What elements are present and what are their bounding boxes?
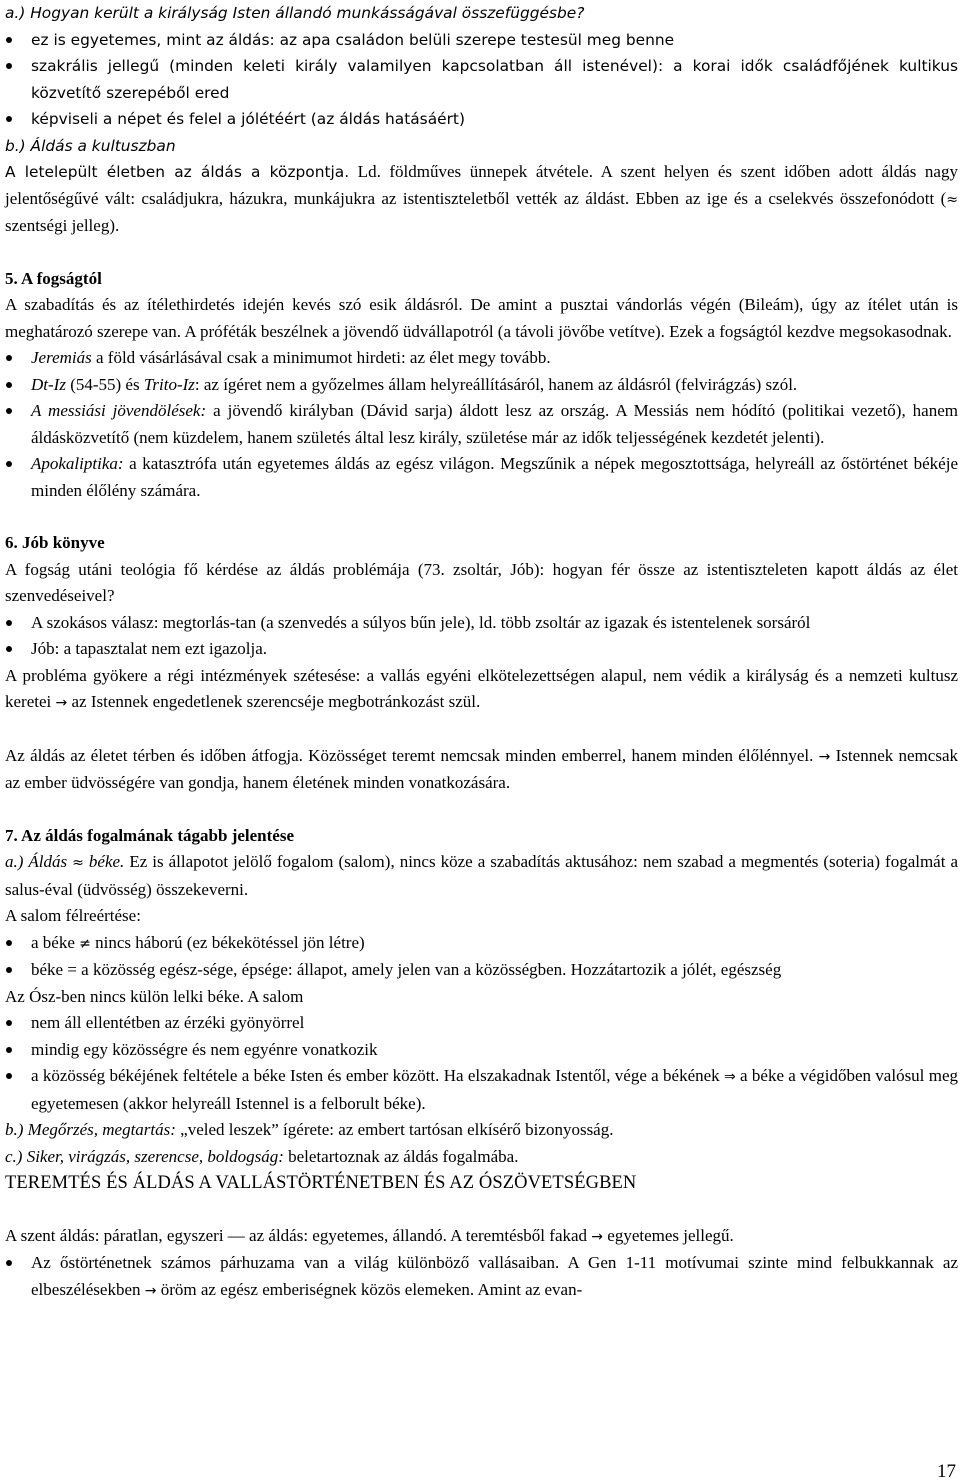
italic-term: Jeremiás [31, 348, 92, 367]
section-b-paragraph [5, 159, 958, 240]
section-5-heading: 5. A fogságtól [5, 268, 102, 288]
paragraph-text: Az áldás az életet térben és időben átfogja. Közösséget teremt nemcsak minden emberrel, hanem minden élőlénnyel. [5, 745, 819, 765]
list-item: szakrális jellegű (minden keleti király valamilyen kapcsolatban áll istenével): a korai idők családfőjének kultikus közvetítő szerepéből ered [5, 53, 958, 106]
list-item-text: (54-55) és [65, 374, 144, 394]
list-item-text: öröm az egész emberiségnek közös elemeken. Amint az evan- [156, 1279, 583, 1299]
section-6-heading: 6. Jób könyve [5, 533, 105, 552]
list-item: mindig egy közösségre és nem egyénre vonatkozik [5, 1037, 958, 1064]
italic-term: A messiási jövendölések: [31, 401, 207, 420]
list-item [5, 1250, 958, 1304]
list-item: nem áll ellentétben az érzéki gyönyörrel [5, 1010, 958, 1037]
spacer [5, 240, 958, 266]
list-item-text: a béke a végidőben valósul meg egyetemesen (akkor helyreáll Istennel is a felborult béke). [31, 1066, 958, 1113]
list-item [5, 372, 958, 399]
section-6-paragraph-3 [5, 743, 958, 797]
paragraph-text: az Istennek engedetlenek szerencséje megbotránkozást szül. [67, 692, 481, 711]
salom-label: A salom félreértése: [5, 906, 141, 925]
arrow-right-icon: → [818, 748, 831, 765]
implies-arrow-icon: ⇒ [724, 1069, 736, 1085]
document-page [5, 0, 958, 1304]
spacer [5, 717, 958, 743]
paragraph-text: Ld. földműves ünnepek átvétele. A szent helyen és szent időben adott áldás nagy jelentőségűvé vált: családjukra, házukra, munkájukra az istentiszteletből vették az áldást. Ebben az ige és a cselekvés összefonódott ( [5, 162, 958, 208]
list-item [5, 1063, 958, 1117]
paragraph-text: Ez is állapotot jelölő fogalom (salom), nincs köze a szabadítás aktusához: nem szabad a megmentés (soteria) fogalmát a salus-éval (üdvösség) összekeverni. [5, 852, 959, 899]
italic-term: Apokaliptika: [31, 454, 124, 473]
section-5-list [5, 345, 958, 504]
spacer [5, 797, 958, 823]
list-item: A szokásos válasz: megtorlás-tan (a szenvedés a súlyos bűn jele), ld. több zsoltár az igazak és istentelenek sorsáról [5, 610, 958, 637]
list-item-text: a föld vásárlásával csak a minimumot hirdeti: az élet megy tovább. [91, 348, 551, 367]
not-equal-symbol: ≠ [79, 935, 91, 952]
list-item [5, 398, 958, 451]
italic-term: Dt-Iz [31, 374, 66, 394]
list-item [5, 451, 958, 504]
approx-symbol: ≈ [946, 191, 958, 208]
paragraph-text: egyetemes jellegű. [603, 1225, 734, 1245]
list-item [5, 930, 958, 958]
section-7c-paragraph [5, 1144, 958, 1171]
spacer [5, 504, 958, 530]
approx-symbol: ≈ [72, 855, 84, 871]
chapter-heading: TEREMTÉS ÉS ÁLDÁS A VALLÁSTÖRTÉNETBEN ÉS AZ ÓSZÖVETSÉGBEN [5, 1173, 637, 1193]
section-6-list [5, 610, 958, 663]
list-item: képviseli a népet és felel a jólétéért (az áldás hatásáért) [5, 106, 958, 133]
section-7b-paragraph [5, 1117, 958, 1144]
section-7-list-2 [5, 1010, 958, 1117]
italic-term: b.) Megőrzés, megtartás: [5, 1120, 176, 1139]
section-5-paragraph: A szabadítás és az ítélethirdetés idején kevés szó esik áldásról. De amint a pusztai vándorlás végén (Bileám), úgy az ítélet után is meghatározó szerepe van. A próféták beszélnek a jövendő üdvállapotról (a távoli jövőbe vetítve). Ezek a fogságtól kezdve megsokasodnak. [5, 295, 958, 341]
list-item: Jób: a tapasztalat nem ezt igazolja. [5, 636, 958, 663]
section-a-heading: a.) Hogyan került a királyság Isten állandó munkásságával összefüggésbe? [5, 4, 585, 22]
section-6-paragraph: A fogság utáni teológia fő kérdése az áldás problémája (73. zsoltár, Jób): hogyan fér össze az istentiszteleten kapott áldás az élet szenvedéseivel? [5, 559, 958, 605]
section-6-paragraph-2 [5, 663, 958, 717]
list-item-text: a jövendő királyban (Dávid sarja) áldott lesz az ország. A Messiás nem hódító (politikai vezető), hanem áldásközvetítő (nem küzdelem, hanem születés által lesz király, születése már az idők teljességének kezdetét jelenti). [31, 401, 958, 447]
list-item: béke = a közösség egész-sége, épsége: állapot, amely jelen van a közösségben. Hozzátartozik a jólét, egészség [5, 957, 958, 984]
section-7a-paragraph [5, 849, 958, 903]
section-b-heading: b.) Áldás a kultuszban [5, 136, 176, 155]
page-number: 17 [937, 1461, 956, 1482]
list-item-text: nincs háború (ez békekötéssel jön létre) [90, 932, 365, 952]
paragraph-text: „veled leszek” ígérete: az embert tartósan elkísérő bizonyosság. [175, 1120, 614, 1139]
italic-term: c.) Siker, virágzás, szerencse, boldogság: [5, 1146, 284, 1166]
arrow-right-icon: → [591, 1228, 604, 1245]
paragraph-text: A probléma gyökere a régi intézmények szétesése: a vallás egyéni elkötelezettségen alapul, nem védik a királyság és a nemzeti kultusz keretei [5, 665, 958, 711]
paragraph-text: Istennek nemcsak az ember üdvösségére van gondja, hanem életének minden vonatkozására. [5, 745, 958, 792]
italic-term: Trito-Iz [143, 374, 195, 394]
spacer [5, 1197, 958, 1223]
section-a-list [5, 27, 958, 133]
closing-paragraph [5, 1223, 958, 1251]
osz-paragraph: Az Ósz-ben nincs külön lelki béke. A salom [5, 986, 304, 1006]
closing-list [5, 1250, 958, 1304]
list-item-text: : az ígéret nem a győzelmes állam helyreállításáról, hanem az áldásról (felvirágzás) szól. [194, 374, 798, 394]
italic-term: a.) Áldás [5, 852, 73, 871]
paragraph-text: beletartoznak az áldás fogalmába. [283, 1146, 519, 1166]
section-7-list [5, 930, 958, 984]
arrow-right-icon: → [55, 695, 68, 711]
list-item-text: a béke [31, 932, 80, 952]
list-item-text: a közösség békéjének feltétele a béke Isten és ember között. Ha elszakadnak Istentől, vége a békének [31, 1066, 724, 1085]
arrow-right-icon: → [144, 1282, 157, 1299]
list-item-text: a katasztrófa után egyetemes áldás az egész világon. Megszűnik a népek megosztottsága, helyreáll az őstörténet békéje minden élőlény számára. [31, 454, 958, 500]
list-item-text: Az őstörténetnek számos párhuzama van a világ különböző vallásaiban. A Gen 1-11 motívumai szinte mind felbukkannak az elbeszélésekben [31, 1253, 958, 1299]
list-item: ez is egyetemes, mint az áldás: az apa családon belüli szerepe testesül meg benne [5, 27, 958, 54]
paragraph-text: A szent áldás: páratlan, egyszeri — az áldás: egyetemes, állandó. A teremtésből fakad [5, 1225, 592, 1245]
section-7-heading: 7. Az áldás fogalmának tágabb jelentése [5, 825, 294, 845]
list-item [5, 345, 958, 372]
paragraph-sans-part: A letelepült életben az áldás a központja. [5, 163, 350, 181]
paragraph-text: szentségi jelleg). [5, 216, 120, 235]
italic-term: béke. [83, 852, 125, 871]
